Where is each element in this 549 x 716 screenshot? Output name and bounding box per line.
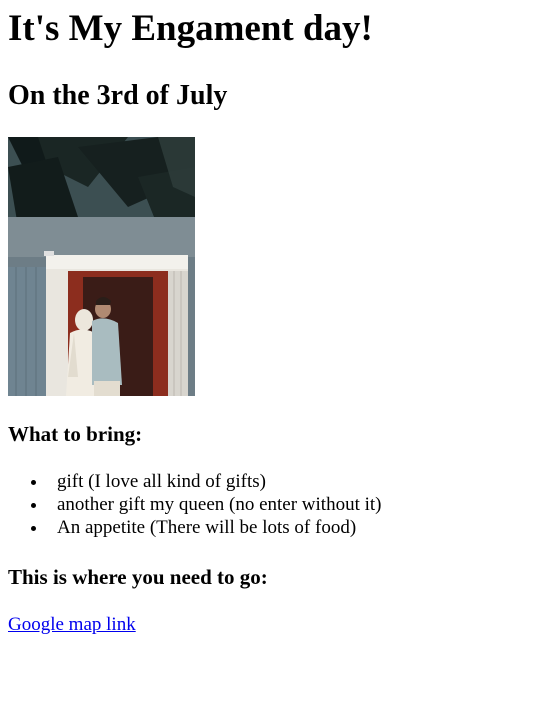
list-item: • gift (I love all kind of gifts) <box>48 470 382 493</box>
what-to-bring-heading: What to bring: <box>8 422 143 446</box>
google-map-link[interactable]: Google map link <box>8 614 136 635</box>
location-heading: This is where you need to go: <box>8 565 268 589</box>
page-title: It's My Engament day! <box>8 8 373 49</box>
engagement-photo <box>8 137 195 396</box>
list-item: • An appetite (There will be lots of food) <box>48 516 382 539</box>
list-item: • another gift my queen (no enter without it) <box>48 493 382 516</box>
bring-list <box>8 470 382 539</box>
date-heading: On the 3rd of July <box>8 80 228 111</box>
